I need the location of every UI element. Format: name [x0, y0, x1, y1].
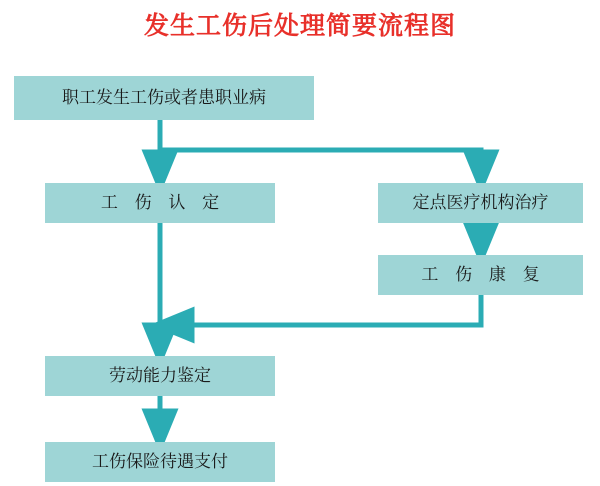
- node-rehab-label: 工 伤 康 复: [421, 264, 546, 284]
- node-treatment[interactable]: [378, 183, 583, 223]
- node-injury-label: 职工发生工伤或者患职业病: [62, 87, 266, 107]
- node-injury[interactable]: [14, 76, 314, 120]
- connector-injury-to-treatment: [160, 150, 481, 172]
- node-recognition[interactable]: [45, 183, 275, 223]
- node-benefit-payment[interactable]: [45, 442, 275, 482]
- connector-rehab-to-capacity: [172, 295, 481, 325]
- node-rehab[interactable]: [378, 255, 583, 295]
- node-capacity-assessment-label: 劳动能力鉴定: [109, 365, 211, 385]
- node-treatment-label: 定点医疗机构治疗: [412, 192, 549, 212]
- node-recognition-label: 工 伤 认 定: [100, 192, 226, 212]
- node-capacity-assessment[interactable]: [45, 356, 275, 396]
- node-benefit-payment-label: 工伤保险待遇支付: [92, 451, 228, 471]
- page-title: 发生工伤后处理简要流程图: [143, 12, 456, 40]
